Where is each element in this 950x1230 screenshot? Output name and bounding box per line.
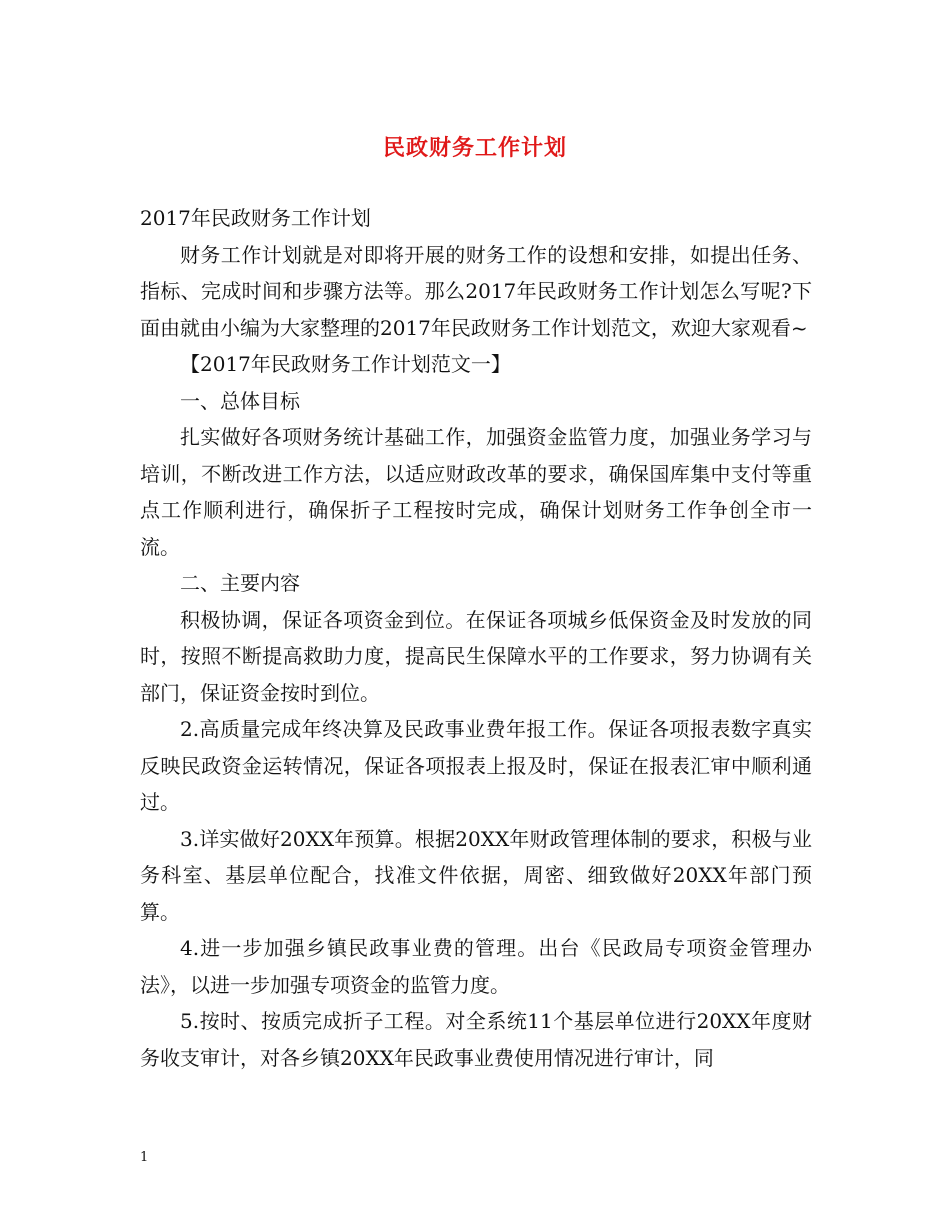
paragraph-item-1: 积极协调，保证各项资金到位。在保证各项城乡低保资金及时发放的同时，按照不断提高救助力度，提高民生保障水平的工作要求，努力协调有关部门，保证资金按时到位。 [140,607,812,705]
document-body [140,200,812,1076]
section-heading-sample-one: 【2017年民政财务工作计划范文一】 [180,352,511,376]
section-heading-main-content: 二、主要内容 [180,571,300,595]
document-title: 民政财务工作计划 [382,135,567,161]
paragraph-item-3: 3.详实做好20XX年预算。根据20XX年财政管理体制的要求，积极与业务科室、基层单位配合，找准文件依据，周密、细致做好20XX年部门预算。 [140,826,812,924]
paragraph-overall-goal: 扎实做好各项财务统计基础工作，加强资金监管力度，加强业务学习与培训，不断改进工作方法，以适应财政改革的要求，确保国库集中支付等重点工作顺利进行，确保折子工程按时完成，确保计划财务工作争创全市一流。 [140,425,812,559]
paragraph-item-4: 4.进一步加强乡镇民政事业费的管理。出台《民政局专项资金管理办法》，以进一步加强专项资金的监管力度。 [140,936,812,997]
document-subtitle: 2017年民政财务工作计划 [140,206,371,230]
paragraph-item-2: 2.高质量完成年终决算及民政事业费年报工作。保证各项报表数字真实反映民政资金运转情况，保证各项报表上报及时，保证在报表汇审中顺利通过。 [140,717,812,814]
paragraph-intro: 财务工作计划就是对即将开展的财务工作的设想和安排，如提出任务、指标、完成时间和步骤方法等。那么2017年民政财务工作计划怎么写呢?下面由就由小编为大家整理的2017年民政财务工作计划范文，欢迎大家观看~ [140,242,812,340]
section-heading-overall-goal: 一、总体目标 [180,388,300,413]
page-number: 1 [140,1150,149,1165]
paragraph-item-5: 5.按时、按质完成折子工程。对全系统11个基层单位进行20XX年度财务收支审计，对各乡镇20XX年民政事业费使用情况进行审计，同 [140,1009,812,1070]
